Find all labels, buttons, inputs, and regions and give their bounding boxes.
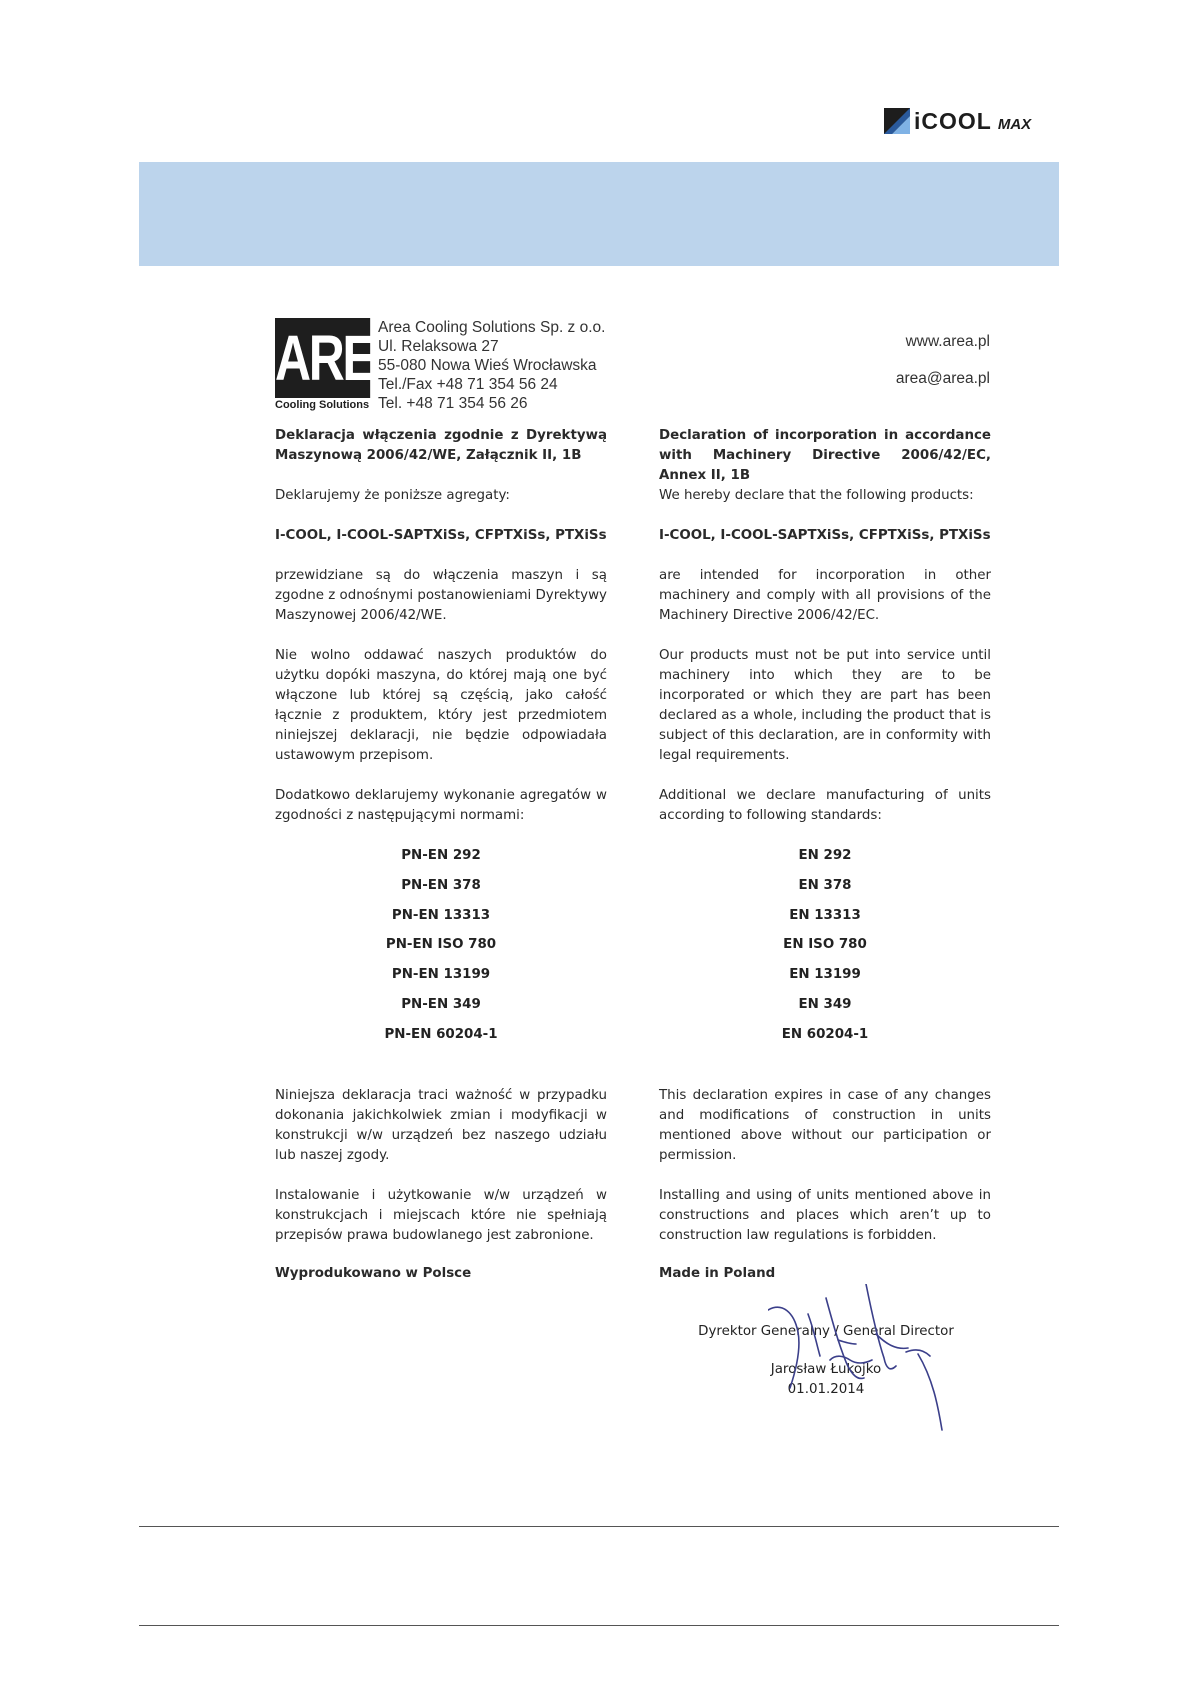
brand-suffix: MAX: [997, 115, 1032, 133]
pl-standard-item: PN-EN ISO 780: [385, 937, 497, 953]
pl-paragraph-4: Niniejsza deklaracja traci ważność w przypadku dokonania jakichkolwiek zmian i modyfikacji w konstrukcji w/w urządzeń bez naszego udziału lub naszej zgody.: [275, 1088, 607, 1163]
pl-standard-item: PN-EN 13199: [391, 967, 491, 983]
en-paragraph-4: This declaration expires in case of any changes and modifications of construction in units mentioned above without our participation or permission.: [659, 1088, 991, 1163]
en-paragraph-3: Additional we declare manufacturing of units according to following standards:: [659, 788, 991, 823]
pl-standard-item: PN-EN 349: [401, 996, 481, 1012]
pl-standard-item: PN-EN 60204-1: [384, 1026, 498, 1042]
en-standard-item: EN 378: [798, 877, 852, 893]
footer-rule-top: [139, 1526, 1059, 1527]
en-paragraph-2: Our products must not be put into service until machinery into which they are to be incorporated or which they are part has been declared as a whole, including the product that is subject of this declaration, are in conformity with legal requirements.: [659, 648, 991, 763]
brand-logo: [884, 106, 1031, 136]
pl-heading: Deklaracja włączenia zgodnie z Dyrektywą Maszynową 2006/42/WE, Załącznik II, 1B: [275, 428, 607, 463]
en-standard-item: EN 13199: [789, 967, 861, 983]
brand-mark-icon: [884, 108, 910, 134]
en-standard-item: EN 13313: [789, 907, 861, 923]
header-band: [139, 162, 1059, 266]
company-email[interactable]: area@area.pl: [895, 370, 990, 387]
company-address: [378, 318, 605, 413]
footer-rule-bottom: [139, 1625, 1059, 1626]
pl-paragraph-3: Dodatkowo deklarujemy wykonanie agregatów w zgodności z następującymi normami:: [275, 788, 607, 823]
area-logo-subtitle: Cooling Solutions: [275, 399, 370, 411]
en-standard-item: EN 292: [798, 848, 852, 863]
signatory-name: Jarosław Łukojko: [770, 1362, 882, 1377]
pl-intro: Deklarujemy że poniższe agregaty:: [275, 488, 510, 503]
en-standard-item: EN 349: [798, 996, 852, 1012]
company-street: Ul. Relaksowa 27: [378, 338, 499, 355]
en-products: I-COOL, I-COOL-SAPTXiSs, CFPTXiSs, PTXiSs: [659, 528, 991, 543]
en-standard-item: EN 60204-1: [781, 1026, 869, 1042]
en-paragraph-1: are intended for incorporation in other machinery and comply with all provisions of the Machinery Directive 2006/42/EC.: [659, 568, 991, 623]
brand-name: iCOOL: [914, 107, 992, 134]
pl-standard-item: PN-EN 292: [401, 848, 481, 863]
pl-paragraph-5: Instalowanie i użytkowanie w/w urządzeń w konstrukcjach i miejscach które nie spełniają przepisów prawa budowlanego jest zabronione.: [275, 1188, 607, 1243]
area-logo: [275, 318, 408, 412]
en-intro: We hereby declare that the following products:: [659, 488, 974, 503]
company-city: 55-080 Nowa Wieś Wrocławska: [378, 357, 597, 374]
pl-products: I-COOL, I-COOL-SAPTXiSs, CFPTXiSs, PTXiSs: [275, 528, 607, 543]
pl-standards: [275, 846, 607, 1055]
en-made-in: Made in Poland: [659, 1266, 776, 1281]
pl-paragraph-1: przewidziane są do włączenia maszyn i są zgodne z odnośnymi postanowieniami Dyrektywy Maszynowej 2006/42/WE.: [275, 568, 607, 623]
en-standard-item: EN ISO 780: [783, 937, 867, 953]
pl-standard-item: PN-EN 378: [401, 877, 481, 893]
area-logo-text: AREA: [275, 318, 370, 398]
company-tel: Tel. +48 71 354 56 26: [378, 395, 528, 412]
company-website[interactable]: www.area.pl: [905, 333, 990, 350]
pl-standard-item: PN-EN 13313: [391, 907, 491, 923]
company-name: Area Cooling Solutions Sp. z o.o.: [378, 319, 606, 336]
signatory-title: Dyrektor Generalny / General Director: [698, 1324, 954, 1339]
handwritten-signature: [768, 1284, 978, 1434]
en-standards: [659, 846, 991, 1055]
signatory-date: 01.01.2014: [787, 1382, 865, 1397]
en-paragraph-5: Installing and using of units mentioned above in constructions and places which aren’t up to construction law regulations is forbidden.: [659, 1188, 991, 1243]
company-telfax: Tel./Fax +48 71 354 56 24: [378, 376, 558, 393]
pl-paragraph-2: Nie wolno oddawać naszych produktów do użytku dopóki maszyna, do której mają one być włączone lub której są częścią, jako całość łącznie z produktem, który jest przedmiotem niniejszej deklaracji, nie będzie odpowiadała ustawowym przepisom.: [275, 648, 607, 763]
en-heading: Declaration of incorporation in accordance with Machinery Directive 2006/42/EC, Annex II, 1B: [659, 428, 991, 483]
pl-made-in: Wyprodukowano w Polsce: [275, 1266, 472, 1281]
